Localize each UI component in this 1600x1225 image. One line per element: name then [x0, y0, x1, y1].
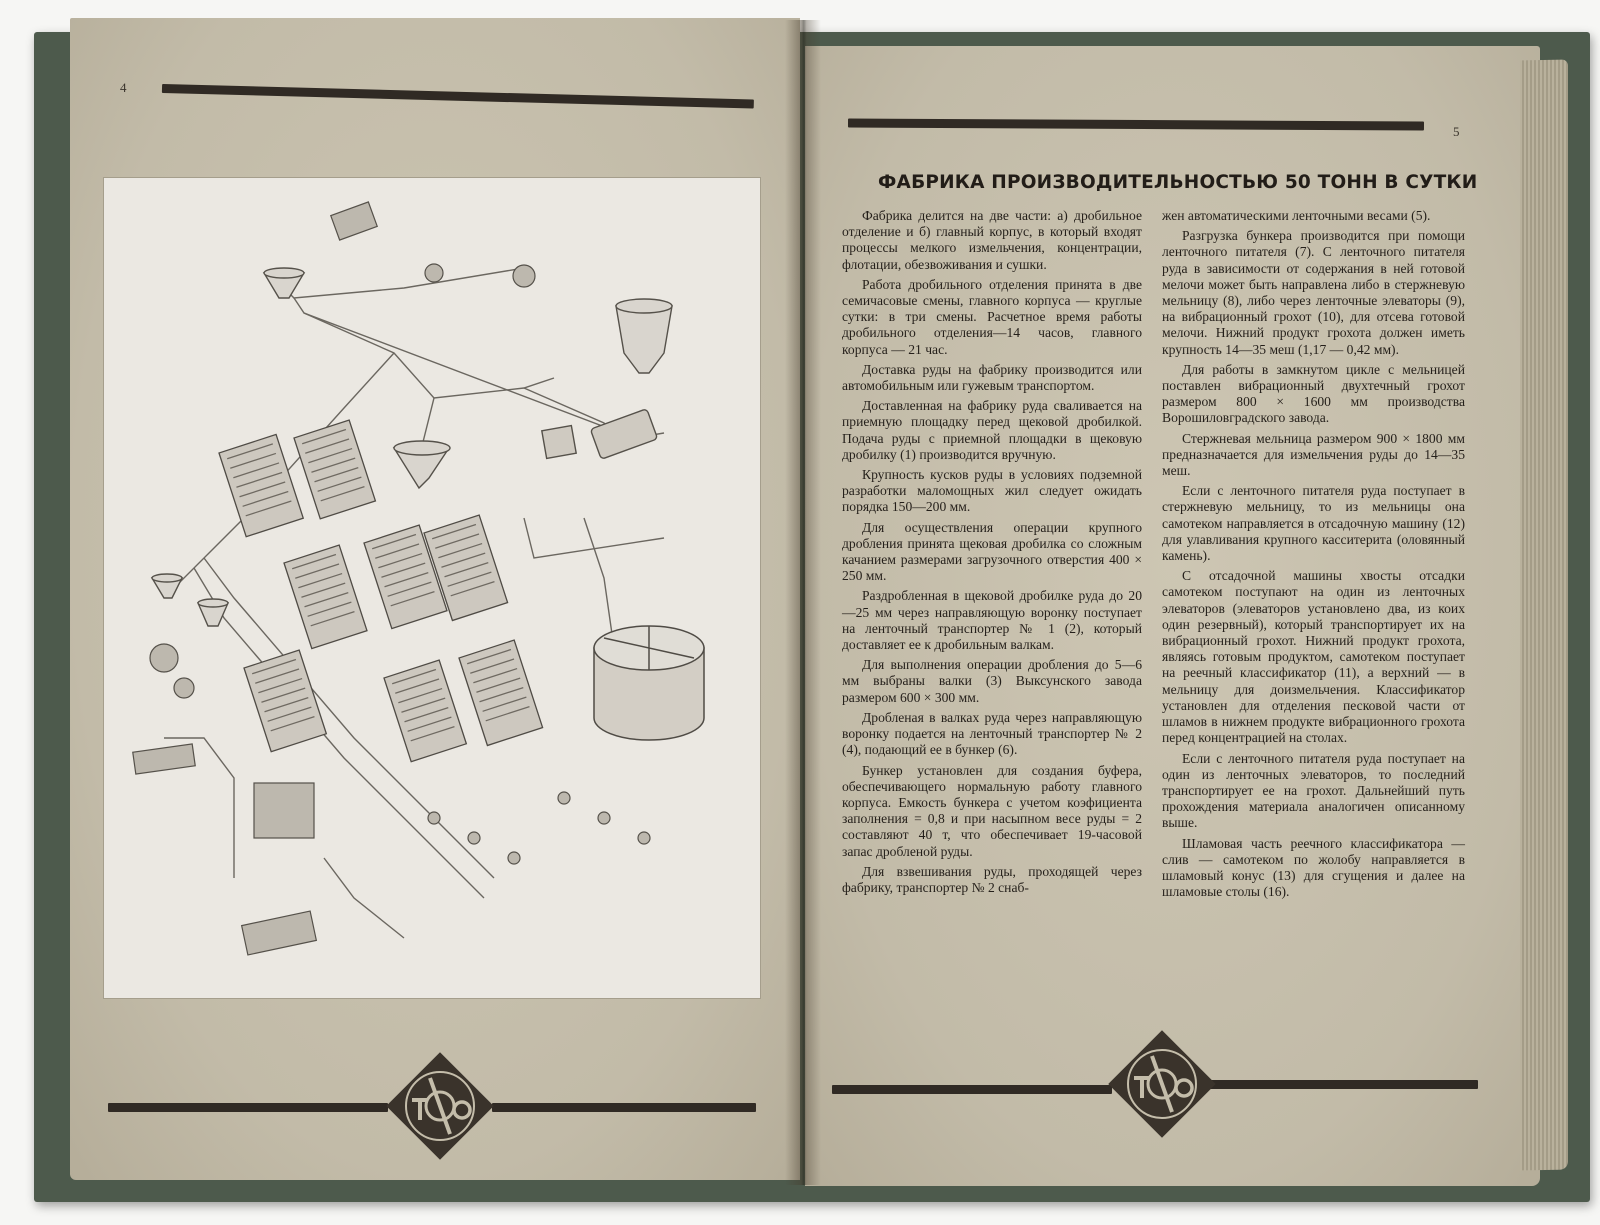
- diagram-drawing: [104, 178, 760, 998]
- paragraph: Крупность кусков руды в условиях подземной разработки маломощных жил следует ожидать порядка 150—200 мм.: [842, 467, 1142, 515]
- paragraph: С отсадочной машины хвосты отсадки самотеком поступают на один из ленточных элеваторов (элеваторов установлено два, из коих один резервный), который транспортирует их на вибрационный грохот. Нижний продукт грохота, являясь готовым продуктом, самотеком поступает на реечный классификатор (11), а верхний — в мельницу для доизмельчения. Классификатор установлен для отделения песковой части от шламов в нижнем продукте вибрационного грохота перед концентрацией на столах.: [1162, 568, 1465, 746]
- paragraph: Для работы в замкнутом цикле с мельницей поставлен вибрационный двухтечный грохот размером 800 × 1600 мм производства Ворошиловградского завода.: [1162, 361, 1465, 426]
- page-number-right: 5: [1453, 124, 1460, 139]
- article-title: ФАБРИКА ПРОИЗВОДИТЕЛЬНОСТЬЮ 50 ТОНН В СУТКИ: [878, 172, 1478, 193]
- paragraph: Если с ленточного питателя руда поступает на один из ленточных элеваторов, то последний транспортирует ее на грохот. Дальнейший путь прохождения материала аналогичен описанному выше.: [1162, 750, 1465, 831]
- footer-rule-left-b: [492, 1103, 756, 1112]
- paragraph: Разгрузка бункера производится при помощи ленточного питателя (7). С ленточного питателя руда в зависимости от содержания в ней готовой мелочи может быть направлена либо в стержневую мельницу (8), либо через ленточные элеваторы (9), на вибрационный грохот (10), для отсева готовой мелочи. Нижний продукт грохота должен иметь крупность 14—35 меш (1,17 — 0,42 мм).: [1162, 228, 1465, 357]
- paragraph: Дробленая в валках руда через направляющую воронку подается на ленточный транспортер № 2 (4), подающий ее в бункер (6).: [842, 709, 1142, 758]
- paragraph: Бункер установлен для создания буфера, обеспечивающего нормальную работу главного корпуса. Емкость бункера с учетом коэфициента заполнения = 0,8 и при насыпном весе руды = 2 составляют 40 т, что обеспечивает 19-часовой запас дробленой руды.: [842, 762, 1142, 859]
- text-column-left: [842, 208, 1142, 900]
- publisher-emblem-left: [384, 1052, 496, 1160]
- paragraph: Для взвешивания руды, проходящей через фабрику, транспортер № 2 снаб-: [842, 863, 1142, 895]
- footer-rule-right-b: [1210, 1080, 1478, 1089]
- book-gutter: [785, 20, 821, 1185]
- paragraph: Раздробленная в щековой дробилке руда до 20—25 мм через направляющую воронку поступает на ленточный транспортер № 1 (2), который доставляет ее к дробильным валкам.: [842, 588, 1142, 653]
- footer-rule-right-a: [832, 1085, 1112, 1094]
- paragraph: Фабрика делится на две части: а) дробильное отделение и б) главный корпус, в который входят процессы мелкого измельчения, концентрации, флотации, обезвоживания и сушки.: [842, 208, 1142, 272]
- paragraph: Доставленная на фабрику руда сваливается на приемную площадку перед щековой дробилкой. Подача руды с приемной площадки в щековую дробилку (1) производится вручную.: [842, 398, 1142, 462]
- text-column-right: [1162, 208, 1465, 904]
- page-edges: [1520, 60, 1568, 1171]
- paragraph: Для осуществления операции крупного дробления принята щековая дробилка со сложным качанием размерами загрузочного отверстия 400 × 250 мм.: [842, 519, 1142, 584]
- page-number-left: 4: [120, 80, 127, 95]
- paragraph: Шламовая часть реечного классификатора — слив — самотеком по жолобу направляется в шламовый конус (13) для сгущения и далее на шламовые столы (16).: [1162, 835, 1465, 900]
- paragraph: Доставка руды на фабрику производится или автомобильным или гужевым транспортом.: [842, 361, 1142, 394]
- paragraph-continued: жен автоматическими ленточными весами (5).: [1162, 208, 1431, 223]
- plant-flow-diagram: [104, 178, 760, 998]
- paragraph: Если с ленточного питателя руда поступает в стержневую мельницу, то из мельницы она самотеком направляется в отсадочную машину (12) для улавливания крупного касситерита (оловянный камень).: [1162, 483, 1465, 564]
- paragraph: Работа дробильного отделения принята в две семичасовые смены, главного корпуса — круглые сутки: в три смены. Расчетное время работы дробильного отделения—14 часов, главного корпуса — 21 час.: [842, 276, 1142, 357]
- paragraph: Для выполнения операции дробления до 5—6 мм выбраны валки (3) Выксунского завода размером 600 × 300 мм.: [842, 657, 1142, 705]
- paragraph: Стержневая мельница размером 900 × 1800 мм предназначается для измельчения руды до 14—35 меш.: [1162, 430, 1465, 479]
- publisher-emblem-right: [1106, 1030, 1218, 1138]
- footer-rule-left-a: [108, 1103, 388, 1112]
